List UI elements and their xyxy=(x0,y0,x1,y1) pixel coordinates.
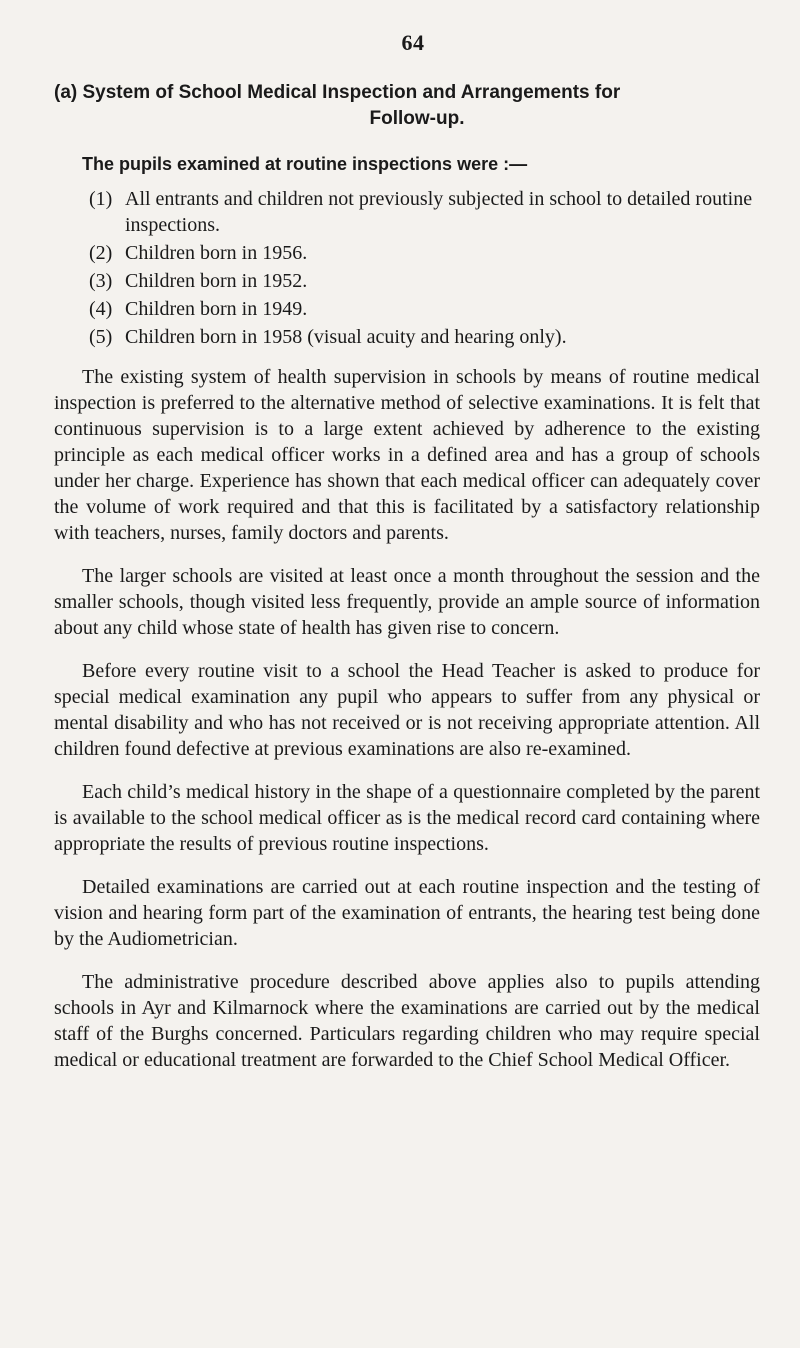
paragraph-health-supervision: The existing system of health supervision in schools by means of routine medical inspection is preferred to the alternative method of selective examinations. It is felt that continuous supervision is to a large extent achieved by adherence to the existing principle as each medical officer works in a defined area and has a group of schools under her charge. Experience has shown that each medical officer can adequately cover the volume of work required and that this is facilitated by a satisfactory relationship with teachers, nurses, family doctors and parents. xyxy=(54,366,760,544)
list-item-number: (4) xyxy=(89,298,113,320)
page-number: 64 xyxy=(401,30,425,55)
paragraph-administrative-procedure: The administrative procedure described above applies also to pupils attending schools in Ayr and Kilmarnock where the examinations are carried out by the medical staff of the Burghs concerned. Particulars regarding children who may require special medical or educational treatment are forwarded to the Chief School Medical Officer. xyxy=(54,971,760,1071)
list-item-text: Children born in 1956. xyxy=(125,242,308,264)
list-item-number: (5) xyxy=(89,326,113,348)
pupils-examined-subheading: The pupils examined at routine inspections were :— xyxy=(82,154,528,174)
list-item-number: (1) xyxy=(89,188,113,210)
list-item xyxy=(89,268,760,294)
list-item-text: Children born in 1952. xyxy=(125,270,308,292)
list-item-number: (3) xyxy=(89,270,113,292)
paragraph-school-visits: The larger schools are visited at least once a month throughout the session and the smaller schools, though visited less frequently, provide an ample source of information about any child whose state of health has given rise to concern. xyxy=(54,565,760,639)
paragraph-detailed-examinations: Detailed examinations are carried out at each routine inspection and the testing of vision and hearing form part of the examination of entrants, the hearing test being done by the Audiometrician. xyxy=(54,876,760,950)
section-heading-line-1: (a) System of School Medical Inspection and Arrangements for xyxy=(54,82,621,103)
list-item-text: Children born in 1949. xyxy=(125,298,308,320)
list-item xyxy=(89,186,760,238)
paragraph-special-examination: Before every routine visit to a school the Head Teacher is asked to produce for special medical examination any pupil who appears to suffer from any physical or mental disability and who has not received or is not receiving appropriate attention. All children found defective at previous examinations are also re-examined. xyxy=(54,660,760,760)
list-item-text: All entrants and children not previously subjected in school to detailed routine inspections. xyxy=(125,188,753,236)
list-item xyxy=(89,240,760,266)
list-item-number: (2) xyxy=(89,242,113,264)
paragraph-medical-history: Each child’s medical history in the shape of a questionnaire completed by the parent is available to the school medical officer as is the medical record card containing where appropriate the results of previous routine inspections. xyxy=(54,781,760,855)
section-heading xyxy=(54,80,760,132)
section-heading-line-2: Follow-up. xyxy=(369,108,465,129)
list-item xyxy=(89,296,760,322)
list-item xyxy=(89,324,760,350)
list-item-text: Children born in 1958 (visual acuity and hearing only). xyxy=(125,326,567,348)
pupils-examined-list xyxy=(54,186,760,350)
